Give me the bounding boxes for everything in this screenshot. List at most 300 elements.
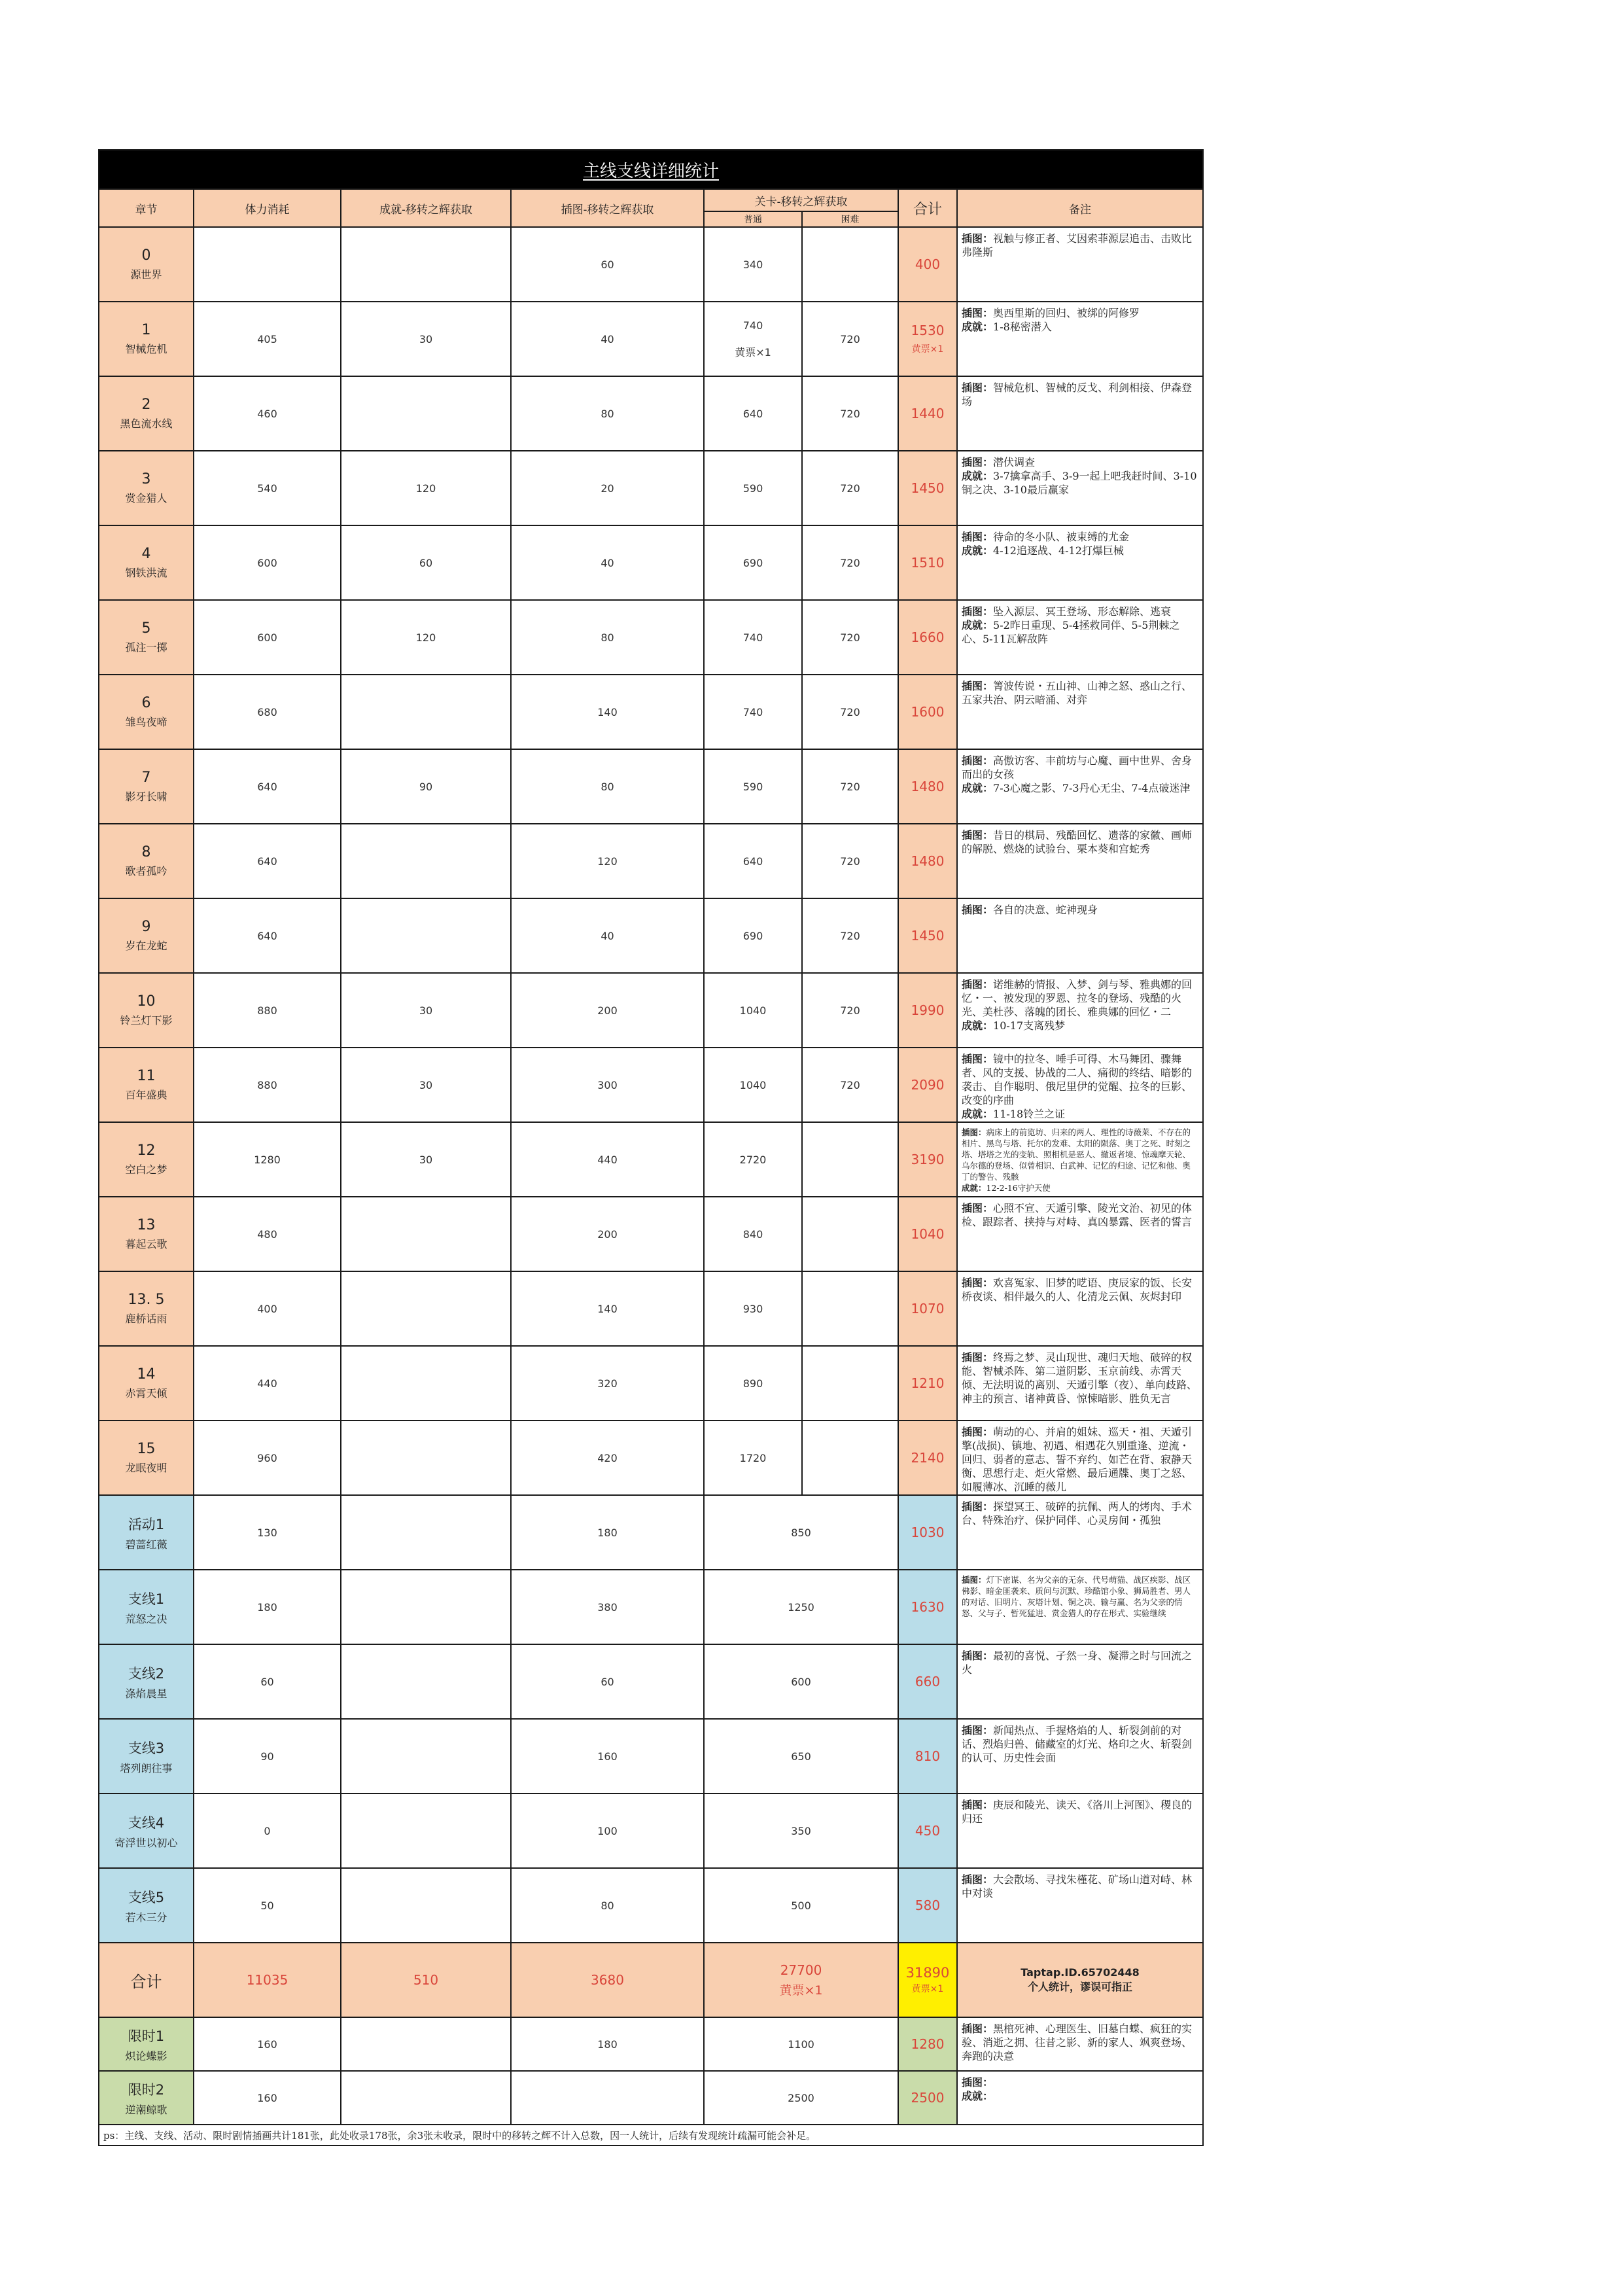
chapter-cell bbox=[99, 1048, 194, 1122]
header-stamina: 体力消耗 bbox=[194, 189, 341, 227]
note-text: 1-8秘密潜入 bbox=[993, 321, 1052, 333]
total-value: 400 bbox=[915, 256, 941, 272]
total-cell bbox=[898, 1346, 957, 1421]
note-key: 插图： bbox=[962, 1053, 994, 1065]
total-value: 1660 bbox=[911, 629, 945, 645]
note-line bbox=[962, 544, 1198, 557]
hard-cell: 720 bbox=[802, 824, 898, 898]
chapter-name: 歌者孤吟 bbox=[125, 865, 167, 877]
note-text: 新闻热点、手握烙焰的人、斩裂剑前的对话、烈焰归兽、储藏室的灯光、烙印之火、斩裂剑的认可、历史性会面 bbox=[962, 1724, 1193, 1764]
note-key: 插图： bbox=[962, 904, 994, 916]
normal-cell bbox=[704, 749, 802, 824]
achievement-cell bbox=[341, 2071, 511, 2125]
author-remark: 个人统计，谬误可指正 bbox=[1028, 1981, 1133, 1993]
table-row bbox=[99, 1570, 1203, 1644]
chapter-number: 支线4 bbox=[128, 1814, 165, 1831]
note-line bbox=[962, 1500, 1198, 1527]
summary-label: 合计 bbox=[99, 1943, 194, 2017]
summary-stage-ticket: 黄票×1 bbox=[779, 1983, 823, 1998]
achievement-cell bbox=[341, 1868, 511, 1943]
note-text: 坠入源层、冥王登场、形态解除、逃衰 bbox=[993, 605, 1172, 618]
table-row bbox=[99, 1048, 1203, 1122]
chapter-number: 活动1 bbox=[128, 1516, 165, 1532]
table-row bbox=[99, 675, 1203, 749]
illustration-cell: 420 bbox=[511, 1421, 704, 1495]
note-cell bbox=[957, 1570, 1203, 1644]
chapter-cell bbox=[99, 2071, 194, 2125]
chapter-name: 孤注一掷 bbox=[125, 641, 167, 654]
total-cell: 1280 bbox=[898, 2017, 957, 2071]
total-value: 1600 bbox=[911, 704, 945, 720]
chapter-name: 暮起云歌 bbox=[125, 1238, 167, 1250]
hard-cell bbox=[802, 227, 898, 302]
chapter-name: 铃兰灯下影 bbox=[120, 1014, 173, 1027]
note-cell bbox=[957, 451, 1203, 525]
note-cell bbox=[957, 1868, 1203, 1943]
note-line bbox=[962, 978, 1198, 1019]
normal-value: 690 bbox=[742, 929, 763, 942]
chapter-number: 9 bbox=[141, 919, 151, 935]
total-value: 1440 bbox=[911, 406, 945, 421]
total-cell bbox=[898, 898, 957, 973]
hard-cell: 720 bbox=[802, 600, 898, 675]
chapter-cell bbox=[99, 1868, 194, 1943]
note-line bbox=[962, 2089, 1198, 2103]
chapter-number: 限时1 bbox=[128, 2028, 165, 2044]
chapter-number: 限时2 bbox=[128, 2081, 165, 2098]
note-cell bbox=[957, 749, 1203, 824]
chapter-name: 源世界 bbox=[130, 268, 162, 281]
table-row bbox=[99, 1644, 1203, 1719]
chapter-number: 支线3 bbox=[128, 1740, 165, 1756]
stamina-cell: 400 bbox=[194, 1271, 341, 1346]
note-cell bbox=[957, 302, 1203, 376]
table-row bbox=[99, 525, 1203, 600]
note-line bbox=[962, 781, 1198, 795]
normal-value: 590 bbox=[742, 780, 763, 793]
total-cell: 580 bbox=[898, 1868, 957, 1943]
normal-cell bbox=[704, 1421, 802, 1495]
table-row bbox=[99, 1719, 1203, 1793]
total-cell bbox=[898, 600, 957, 675]
note-key: 成就： bbox=[962, 470, 994, 482]
note-key: 插图： bbox=[962, 307, 994, 319]
note-line bbox=[962, 232, 1198, 259]
table-row bbox=[99, 973, 1203, 1048]
illustration-cell: 180 bbox=[511, 2017, 704, 2071]
normal-value: 640 bbox=[742, 407, 763, 420]
note-line bbox=[962, 828, 1198, 856]
normal-cell bbox=[704, 1346, 802, 1421]
chapter-number: 0 bbox=[141, 247, 151, 264]
chapter-name: 炽论蝶影 bbox=[125, 2049, 167, 2062]
note-line bbox=[962, 530, 1198, 544]
chapter-number: 11 bbox=[137, 1068, 156, 1084]
note-line bbox=[962, 903, 1198, 917]
illustration-cell: 200 bbox=[511, 973, 704, 1048]
total-cell bbox=[898, 302, 957, 376]
chapter-number: 3 bbox=[141, 471, 151, 487]
total-cell: 810 bbox=[898, 1719, 957, 1793]
total-value: 3190 bbox=[911, 1152, 945, 1167]
note-cell bbox=[957, 1793, 1203, 1868]
note-line bbox=[962, 618, 1198, 646]
total-value: 1530 bbox=[911, 323, 945, 338]
note-key: 成就： bbox=[962, 619, 994, 631]
note-text: 终焉之梦、灵山现世、魂归天地、破碎的权能、智械杀阵、第二道阴影、玉京前线、赤霄天倾、无法明说的离别、天遁引擎（夜）、单向歧路、神主的预言、诸神黄昏、惊悚暗影、胜负无言 bbox=[962, 1351, 1198, 1405]
chapter-cell bbox=[99, 824, 194, 898]
chapter-name: 鹿桥话雨 bbox=[125, 1313, 167, 1325]
illustration-cell: 80 bbox=[511, 749, 704, 824]
note-cell bbox=[957, 1421, 1203, 1495]
total-value: 1480 bbox=[911, 779, 945, 794]
total-value: 1450 bbox=[911, 928, 945, 944]
normal-value: 2720 bbox=[739, 1153, 767, 1166]
note-text: 5-2昨日重现、5-4拯救同伴、5-5荆棘之心、5-11瓦解敌阵 bbox=[962, 619, 1180, 645]
table-row bbox=[99, 1868, 1203, 1943]
chapter-name: 智械危机 bbox=[125, 343, 167, 355]
illustration-cell: 100 bbox=[511, 1793, 704, 1868]
note-text: 视触与修正者、艾因索菲源层追击、击败比弗隆斯 bbox=[962, 232, 1193, 258]
normal-cell bbox=[704, 1048, 802, 1122]
achievement-cell: 30 bbox=[341, 302, 511, 376]
note-cell bbox=[957, 1197, 1203, 1271]
achievement-cell bbox=[341, 898, 511, 973]
note-line bbox=[962, 1201, 1198, 1229]
table-row bbox=[99, 1421, 1203, 1495]
stage-cell: 600 bbox=[704, 1644, 898, 1719]
note-key: 插图： bbox=[962, 978, 994, 991]
total-cell: 450 bbox=[898, 1793, 957, 1868]
chapter-number: 支线5 bbox=[128, 1889, 165, 1905]
total-value: 1210 bbox=[911, 1375, 945, 1391]
note-text: 诺维赫的情报、入梦、剑与琴、雅典娜的回忆・一、被发现的罗恩、拉冬的登场、残酷的火光、美杜莎、落魄的团长、雅典娜的回忆・二 bbox=[962, 978, 1193, 1018]
table-row bbox=[99, 1271, 1203, 1346]
stamina-cell: 600 bbox=[194, 525, 341, 600]
illustration-cell: 440 bbox=[511, 1122, 704, 1197]
total-cell bbox=[898, 376, 957, 451]
note-cell bbox=[957, 1048, 1203, 1122]
stage-cell: 2500 bbox=[704, 2071, 898, 2125]
chapter-name: 影牙长啸 bbox=[125, 790, 167, 803]
achievement-cell bbox=[341, 2017, 511, 2071]
summary-stage-value: 27700 bbox=[780, 1962, 822, 1978]
total-value: 1070 bbox=[911, 1301, 945, 1316]
stamina-cell: 460 bbox=[194, 376, 341, 451]
normal-value: 1720 bbox=[739, 1451, 767, 1464]
normal-ticket: 黄票×1 bbox=[735, 345, 771, 359]
illustration-cell: 140 bbox=[511, 675, 704, 749]
note-line bbox=[962, 1351, 1198, 1405]
chapter-cell bbox=[99, 898, 194, 973]
total-value: 2090 bbox=[911, 1077, 945, 1093]
illustration-cell: 40 bbox=[511, 898, 704, 973]
achievement-cell bbox=[341, 1793, 511, 1868]
table-row bbox=[99, 898, 1203, 973]
stamina-cell: 640 bbox=[194, 749, 341, 824]
hard-cell: 720 bbox=[802, 749, 898, 824]
total-cell: 1630 bbox=[898, 1570, 957, 1644]
summary-total-value: 31890 bbox=[905, 1965, 950, 1981]
note-text: 箐波传说・五山神、山神之怒、惑山之行、五家共治、阴云暗涌、对弈 bbox=[962, 680, 1193, 706]
chapter-cell bbox=[99, 1346, 194, 1421]
table-title: 主线支线详细统计 bbox=[99, 150, 1203, 189]
illustration-cell: 200 bbox=[511, 1197, 704, 1271]
chapter-cell bbox=[99, 525, 194, 600]
note-line bbox=[962, 1019, 1198, 1033]
chapter-number: 1 bbox=[141, 322, 151, 338]
note-line bbox=[962, 1107, 1198, 1121]
note-key: 插图： bbox=[962, 1575, 986, 1585]
note-text: 10-17支离残梦 bbox=[993, 1019, 1066, 1032]
illustration-cell: 180 bbox=[511, 1495, 704, 1570]
hard-cell bbox=[802, 1197, 898, 1271]
note-cell bbox=[957, 1346, 1203, 1421]
illustration-cell: 80 bbox=[511, 600, 704, 675]
chapter-number: 支线2 bbox=[128, 1665, 165, 1682]
note-text: 昔日的棋局、残酷回忆、遗落的家徽、画师的解脱、燃烧的试验台、栗本葵和宫蛇秀 bbox=[962, 829, 1193, 855]
note-key: 插图： bbox=[962, 1127, 986, 1137]
total-cell bbox=[898, 1271, 957, 1346]
table-row bbox=[99, 2071, 1203, 2125]
chapter-cell bbox=[99, 1122, 194, 1197]
note-cell bbox=[957, 1644, 1203, 1719]
note-cell bbox=[957, 227, 1203, 302]
chapter-number: 5 bbox=[141, 620, 151, 637]
note-cell bbox=[957, 2017, 1203, 2071]
chapter-name: 寄浮世以初心 bbox=[114, 1836, 178, 1849]
hard-cell bbox=[802, 1421, 898, 1495]
header-chapter: 章节 bbox=[99, 189, 194, 227]
total-cell bbox=[898, 451, 957, 525]
author-id: Taptap.ID.65702448 bbox=[1021, 1966, 1140, 1979]
chapter-cell bbox=[99, 227, 194, 302]
chapter-cell bbox=[99, 1495, 194, 1570]
note-text: 11-18铃兰之证 bbox=[993, 1108, 1066, 1120]
footer-row bbox=[99, 2125, 1203, 2146]
normal-cell bbox=[704, 973, 802, 1048]
note-text: 镜中的拉冬、唾手可得、木马舞团、骤舞者、风的支援、协战的二人、痛彻的终结、暗影的袭击、自作聪明、俄尼里伊的觉醒、拉冬的巨影、改变的序曲 bbox=[962, 1053, 1193, 1106]
chapter-cell bbox=[99, 1793, 194, 1868]
stamina-cell: 130 bbox=[194, 1495, 341, 1570]
total-cell bbox=[898, 675, 957, 749]
stamina-cell: 160 bbox=[194, 2071, 341, 2125]
note-key: 插图： bbox=[962, 456, 994, 468]
chapter-cell bbox=[99, 1719, 194, 1793]
normal-value: 690 bbox=[742, 556, 763, 569]
summary-illustration: 3680 bbox=[511, 1943, 704, 2017]
chapter-cell bbox=[99, 302, 194, 376]
achievement-cell: 90 bbox=[341, 749, 511, 824]
chapter-cell bbox=[99, 1421, 194, 1495]
chapter-cell bbox=[99, 749, 194, 824]
hard-cell bbox=[802, 1271, 898, 1346]
total-cell bbox=[898, 973, 957, 1048]
hard-cell: 720 bbox=[802, 302, 898, 376]
total-cell bbox=[898, 227, 957, 302]
summary-stage bbox=[704, 1943, 898, 2017]
stamina-cell: 0 bbox=[194, 1793, 341, 1868]
note-text: 最初的喜悦、孑然一身、凝滞之时与回流之火 bbox=[962, 1650, 1193, 1676]
normal-cell bbox=[704, 376, 802, 451]
chapter-name: 涤焰晨星 bbox=[125, 1687, 167, 1700]
note-key: 插图： bbox=[962, 829, 994, 841]
chapter-name: 百年盛典 bbox=[125, 1089, 167, 1101]
note-line bbox=[962, 2075, 1198, 2089]
hard-cell: 720 bbox=[802, 973, 898, 1048]
chapter-cell bbox=[99, 376, 194, 451]
total-cell: 2500 bbox=[898, 2071, 957, 2125]
stamina-cell: 180 bbox=[194, 1570, 341, 1644]
table-row bbox=[99, 2017, 1203, 2071]
illustration-cell bbox=[511, 2071, 704, 2125]
illustration-cell: 80 bbox=[511, 1868, 704, 1943]
summary-stamina: 11035 bbox=[194, 1943, 341, 2017]
chapter-name: 逆潮鲸歌 bbox=[125, 2103, 167, 2116]
achievement-cell bbox=[341, 1197, 511, 1271]
achievement-cell: 120 bbox=[341, 600, 511, 675]
note-key: 成就： bbox=[962, 782, 994, 794]
table-row bbox=[99, 1197, 1203, 1271]
note-key: 插图： bbox=[962, 2076, 994, 2089]
footer-note: ps：主线、支线、活动、限时剧情插画共计181张，此处收录178张，余3张未收录，限时中的移转之辉不计入总数，因一人统计，后续有发现统计疏漏可能会补足。 bbox=[99, 2125, 1203, 2146]
chapter-name: 塔列朗往事 bbox=[120, 1761, 173, 1775]
total-cell bbox=[898, 1122, 957, 1197]
note-text: 病床上的前览坊、归来的两人、理性的诗薇莱、不存在的相片、黑鸟与塔、托尔的发难、太阳的陨落、奥丁之死、时刻之塔、塔塔之光的变轨、照相机是恶人、撤返者境、惊魂摩天轮、乌尔德的登场、似曾相识、白武神、记忆的归途、记忆和他、奥丁的警告、残骸 bbox=[962, 1127, 1191, 1182]
stamina-cell: 640 bbox=[194, 898, 341, 973]
header-hard: 困难 bbox=[802, 211, 898, 227]
table-row bbox=[99, 749, 1203, 824]
summary-row bbox=[99, 1943, 1203, 2017]
note-key: 插图： bbox=[962, 1500, 994, 1513]
normal-cell bbox=[704, 675, 802, 749]
normal-value: 590 bbox=[742, 482, 763, 495]
note-text: 4-12追逐战、4-12打爆巨械 bbox=[993, 544, 1124, 557]
stage-cell: 1100 bbox=[704, 2017, 898, 2071]
chapter-number: 2 bbox=[141, 397, 151, 413]
total-cell: 660 bbox=[898, 1644, 957, 1719]
table-row bbox=[99, 1122, 1203, 1197]
note-line bbox=[962, 1873, 1198, 1900]
note-text: 大会散场、寻找朱槿花、矿场山道对峙、林中对谈 bbox=[962, 1873, 1193, 1899]
note-text: 智械危机、智械的反戈、利剑相接、伊森登场 bbox=[962, 381, 1193, 408]
chapter-number: 4 bbox=[141, 546, 151, 562]
chapter-name: 赏金猎人 bbox=[125, 492, 167, 504]
table-row bbox=[99, 824, 1203, 898]
illustration-cell: 300 bbox=[511, 1048, 704, 1122]
stage-cell: 1250 bbox=[704, 1570, 898, 1644]
note-key: 插图： bbox=[962, 754, 994, 767]
note-line bbox=[962, 1276, 1198, 1303]
summary-total bbox=[898, 1943, 957, 2017]
stamina-cell: 960 bbox=[194, 1421, 341, 1495]
stamina-cell: 1280 bbox=[194, 1122, 341, 1197]
table-row bbox=[99, 1495, 1203, 1570]
chapter-cell bbox=[99, 2017, 194, 2071]
illustration-cell: 40 bbox=[511, 525, 704, 600]
stamina-cell: 600 bbox=[194, 600, 341, 675]
note-cell bbox=[957, 600, 1203, 675]
total-value: 1990 bbox=[911, 1002, 945, 1018]
note-key: 插图： bbox=[962, 1873, 994, 1886]
table-row bbox=[99, 451, 1203, 525]
note-text: 灯下密谋、名为父亲的无奈、代号萌猫、战区疾影、战区佛影、暗金匪袭来、质问与沉默、珍酷馆小象、狮局胜者、男人的对话、旧明片、灰塔计划、铜之决、输与赢、名为父亲的情怒、父与子、暂死猛进、赏金猎人的存在形式、实验继续 bbox=[962, 1575, 1191, 1618]
chapter-name: 龙眠夜明 bbox=[125, 1462, 167, 1474]
normal-cell bbox=[704, 1122, 802, 1197]
table-row bbox=[99, 1346, 1203, 1421]
normal-cell bbox=[704, 898, 802, 973]
achievement-cell bbox=[341, 1271, 511, 1346]
normal-cell bbox=[704, 525, 802, 600]
chapter-name: 钢铁洪流 bbox=[125, 567, 167, 579]
achievement-cell bbox=[341, 675, 511, 749]
note-cell bbox=[957, 2071, 1203, 2125]
normal-value: 740 bbox=[742, 631, 763, 644]
stamina-cell: 160 bbox=[194, 2017, 341, 2071]
note-cell bbox=[957, 973, 1203, 1048]
note-text: 庚辰和陵光、读天、《洛川上河图》、稷良的归还 bbox=[962, 1799, 1193, 1825]
table-row bbox=[99, 376, 1203, 451]
header-note: 备注 bbox=[957, 189, 1203, 227]
normal-cell bbox=[704, 302, 802, 376]
stamina-cell: 440 bbox=[194, 1346, 341, 1421]
illustration-cell: 120 bbox=[511, 824, 704, 898]
note-text: 奥西里斯的回归、被绑的阿修罗 bbox=[993, 307, 1140, 319]
note-key: 插图： bbox=[962, 381, 994, 394]
chapter-cell bbox=[99, 1197, 194, 1271]
note-cell bbox=[957, 675, 1203, 749]
hard-cell: 720 bbox=[802, 898, 898, 973]
note-key: 成就： bbox=[962, 544, 994, 557]
note-line bbox=[962, 469, 1198, 497]
normal-cell bbox=[704, 824, 802, 898]
table-row bbox=[99, 600, 1203, 675]
stamina-cell: 680 bbox=[194, 675, 341, 749]
note-text: 欢喜冤家、旧梦的呓语、庚辰家的饭、长安桥夜谈、相伴最久的人、化清龙云佩、灰烬封印 bbox=[962, 1277, 1193, 1303]
normal-value: 840 bbox=[742, 1227, 763, 1241]
achievement-cell: 120 bbox=[341, 451, 511, 525]
header-stage: 关卡-移转之辉获取 bbox=[704, 189, 898, 211]
illustration-cell: 60 bbox=[511, 1644, 704, 1719]
note-key: 成就： bbox=[962, 1183, 986, 1193]
chapter-number: 14 bbox=[137, 1366, 156, 1383]
note-cell bbox=[957, 376, 1203, 451]
stamina-cell: 90 bbox=[194, 1719, 341, 1793]
stamina-cell: 640 bbox=[194, 824, 341, 898]
note-key: 成就： bbox=[962, 2090, 994, 2102]
achievement-cell bbox=[341, 824, 511, 898]
note-key: 插图： bbox=[962, 531, 994, 543]
note-line bbox=[962, 1425, 1198, 1494]
total-cell bbox=[898, 1197, 957, 1271]
note-key: 成就： bbox=[962, 1019, 994, 1032]
table-row bbox=[99, 227, 1203, 302]
chapter-cell bbox=[99, 973, 194, 1048]
header-illustration: 插图-移转之辉获取 bbox=[511, 189, 704, 227]
note-line bbox=[962, 679, 1198, 707]
note-key: 插图： bbox=[962, 1202, 994, 1214]
note-cell bbox=[957, 1495, 1203, 1570]
note-line bbox=[962, 1649, 1198, 1676]
achievement-cell bbox=[341, 376, 511, 451]
note-line bbox=[962, 1127, 1198, 1182]
chapter-name: 空白之梦 bbox=[125, 1163, 167, 1176]
stamina-cell: 880 bbox=[194, 1048, 341, 1122]
note-text: 7-3心魔之影、7-3丹心无尘、7-4点破迷津 bbox=[993, 782, 1191, 794]
stage-cell: 350 bbox=[704, 1793, 898, 1868]
hard-cell: 720 bbox=[802, 675, 898, 749]
chapter-cell bbox=[99, 675, 194, 749]
